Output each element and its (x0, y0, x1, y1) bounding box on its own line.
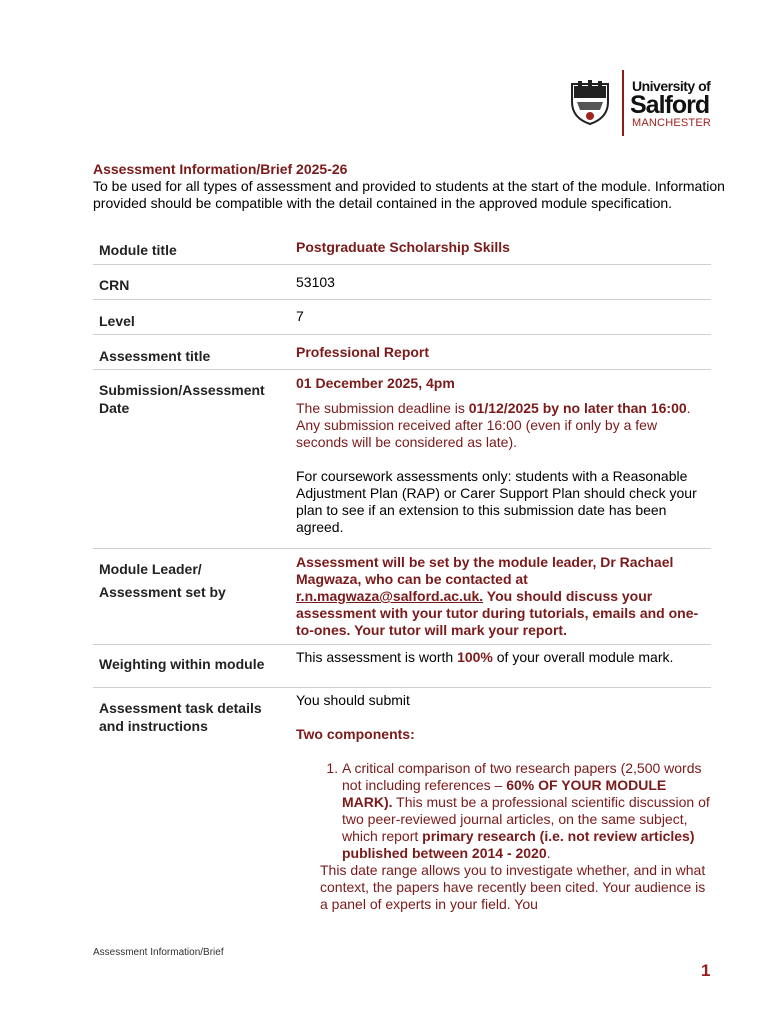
components-heading: Two components: (296, 726, 415, 742)
label-crn: CRN (99, 277, 130, 293)
footer-text: Assessment Information/Brief (93, 947, 224, 958)
logo-line-3: MANCHESTER (632, 117, 712, 129)
weighting-percent: 100% (457, 649, 493, 665)
date-range-text: This date range allows you to investigate whether, and in what context, the papers have recently been cited. Your audience is a panel of experts in your field. You (320, 862, 706, 912)
label-assessment-title: Assessment title (99, 348, 211, 364)
row-weighting (93, 645, 711, 688)
submission-deadline-text (296, 400, 711, 451)
value-module-title: Postgraduate Scholarship Skills (296, 239, 510, 255)
value-level: 7 (296, 308, 304, 324)
item1-text-d: primary research (i.e. not review articles) published between 2014 - 2020 (342, 828, 695, 861)
components-list (296, 760, 711, 862)
submit-text: You should submit (296, 692, 410, 708)
item1-text-b: 60% OF YOUR MODULE MARK). (342, 777, 667, 810)
row-level (93, 300, 711, 335)
value-weighting (296, 649, 711, 666)
value-module-leader (296, 554, 711, 639)
weighting-text-a: This assessment is worth (296, 649, 458, 665)
item1-text-e: . (546, 845, 551, 861)
value-submission-date (296, 375, 711, 536)
logo-divider (622, 70, 624, 136)
rap-text: For coursework assessments only: students with a Reasonable Adjustment Plan (RAP) or Carer Support Plan should check your plan to see if an extension to this submission date has been agreed. (296, 468, 697, 535)
item1-text-a: A critical comparison of two research papers (2,500 words not including references – (342, 760, 702, 793)
label-submission-date: Submission/Assessment Date (99, 382, 265, 416)
weighting-text-b: of your overall module mark. (492, 649, 674, 665)
leader-text-b: You should discuss your assessment with your tutor during tutorials, emails and one-to-ones. Your tutor will mark your report. (296, 588, 699, 638)
logo-line-1: University of (632, 78, 711, 94)
row-crn (93, 265, 711, 300)
deadline-text-a: The submission deadline is (296, 400, 469, 416)
label-module-leader: Module Leader/ (99, 561, 202, 577)
value-task-details (296, 692, 711, 913)
row-assessment-title (93, 335, 711, 370)
deadline-text-c: . Any submission received after 16:00 (even if only by a few seconds will be considered as late). (296, 400, 691, 450)
item1-text-c: This must be a professional scientific discussion of two peer-reviewed journal articles, on the same subject, which report (342, 794, 710, 844)
label-level: Level (99, 313, 135, 329)
deadline-text-bold: 01/12/2025 by no later than 16:00 (468, 400, 687, 416)
crest-icon (570, 80, 610, 126)
label-assessment-set-by: Assessment set by (99, 584, 226, 600)
value-crn: 53103 (296, 274, 335, 290)
label-task-details: Assessment task details and instructions (99, 700, 262, 734)
leader-text-a: Assessment will be set by the module leader, Dr Rachael Magwaza, who can be contacted at (296, 554, 674, 587)
leader-email-link[interactable]: r.n.magwaza@salford.ac.uk. (296, 588, 484, 604)
brief-title: Assessment Information/Brief 2025-26 (93, 161, 348, 177)
row-module-title (93, 230, 711, 265)
row-submission-date (93, 370, 711, 549)
logo-line-2: Salford (630, 91, 710, 119)
value-assessment-title: Professional Report (296, 344, 430, 360)
university-logo (566, 68, 716, 140)
row-task-details (93, 688, 711, 938)
row-module-leader (93, 549, 711, 645)
submission-date: 01 December 2025, 4pm (296, 375, 455, 391)
page-number: 1 (701, 961, 711, 980)
intro-text: To be used for all types of assessment and provided to students at the start of the module. Information provided should be compatible with the detail contained in the approved module specification. (93, 178, 725, 211)
list-item (342, 760, 711, 862)
label-module-title: Module title (99, 242, 177, 258)
label-weighting: Weighting within module (99, 656, 265, 672)
